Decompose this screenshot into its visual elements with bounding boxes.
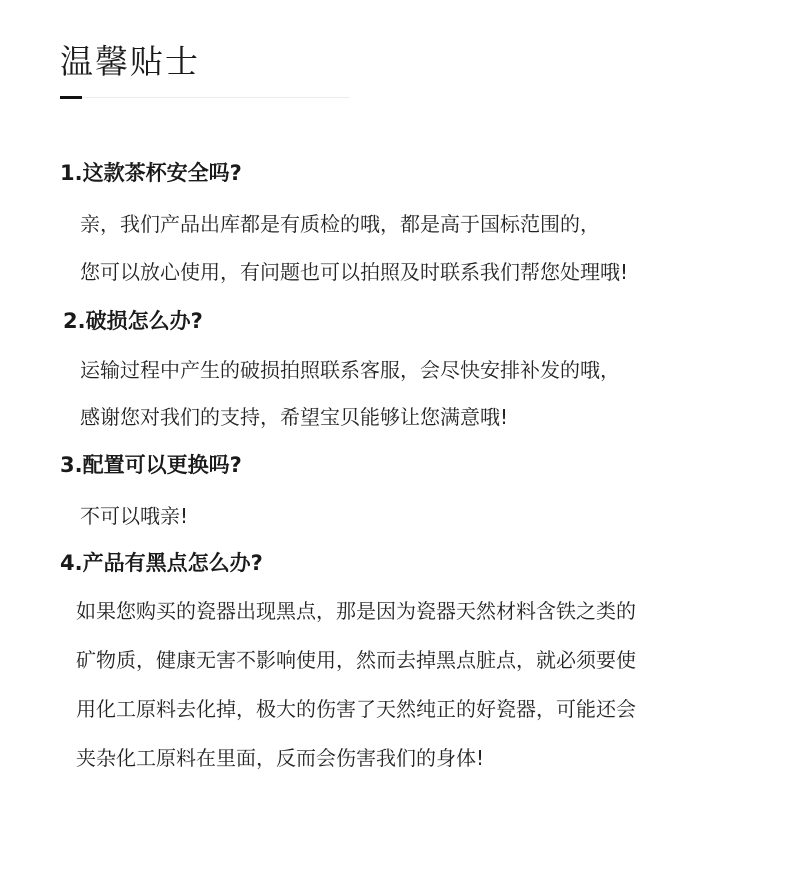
faq-answer-4-line-2: 矿物质，健康无害不影响使用，然而去掉黑点脏点，就必须要使 [76,648,636,672]
faq-answer-4-line-4: 夹杂化工原料在里面，反而会伤害我们的身体! [76,746,485,770]
title-divider [60,97,350,98]
faq-answer-4-line-3: 用化工原料去化掉，极大的伤害了天然纯正的好瓷器，可能还会 [76,697,636,721]
faq-question-4: 4.产品有黑点怎么办? [60,551,263,575]
faq-answer-1-line-1: 亲，我们产品出库都是有质检的哦，都是高于国标范围的， [80,212,600,236]
faq-answer-3-line-1: 不可以哦亲! [80,504,189,528]
title-accent-bar [60,96,82,99]
faq-answer-4-line-1: 如果您购买的瓷器出现黑点，那是因为瓷器天然材料含铁之类的 [76,599,636,623]
faq-question-1: 1.这款茶杯安全吗? [60,161,242,185]
faq-answer-2-line-2: 感谢您对我们的支持，希望宝贝能够让您满意哦! [80,405,509,429]
faq-question-2: 2.破损怎么办? [63,309,203,333]
faq-answer-2-line-1: 运输过程中产生的破损拍照联系客服，会尽快安排补发的哦， [80,358,620,382]
faq-answer-1-line-2: 您可以放心使用，有问题也可以拍照及时联系我们帮您处理哦! [80,260,629,284]
page-title: 温馨贴士 [60,42,200,81]
faq-question-3: 3.配置可以更换吗? [60,453,242,477]
